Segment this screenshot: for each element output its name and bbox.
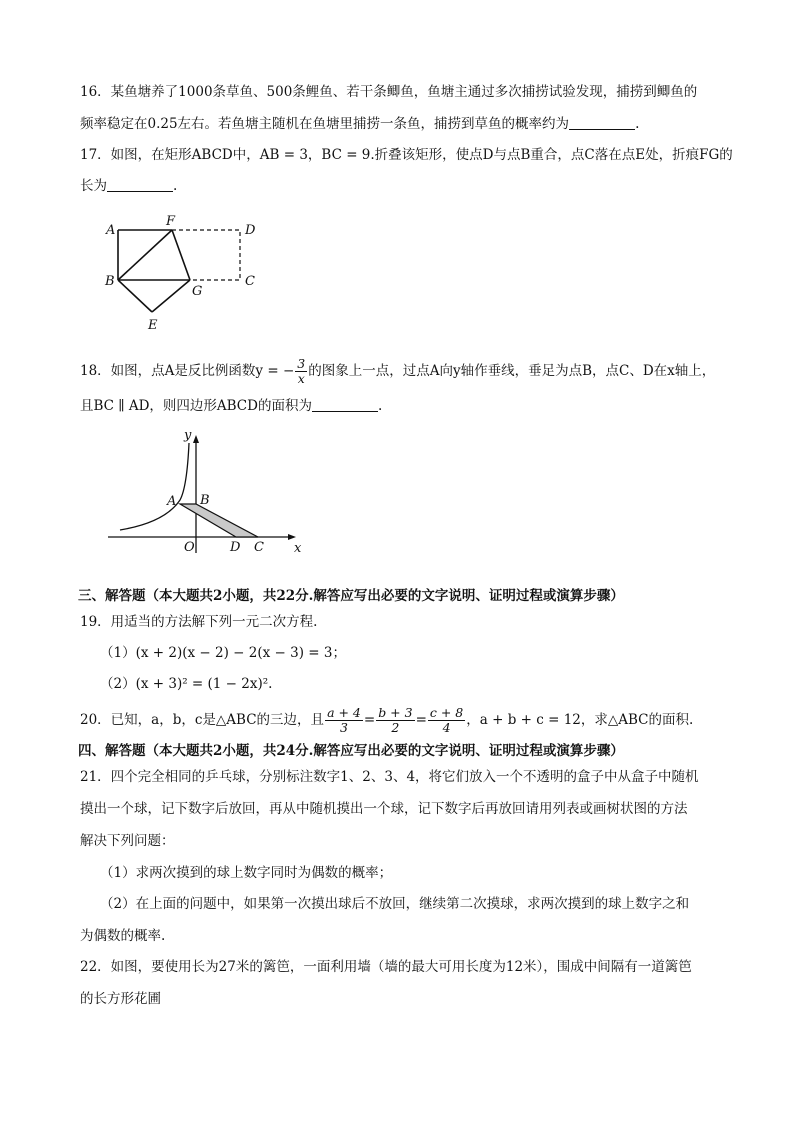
q21-part2: （2）在上面的问题中，如果第一次摸出球后不放回，继续第二次摸球，求两次摸到的球上数字之和 [100, 896, 690, 912]
q16-line1: 16．某鱼塘养了1000条草鱼、500条鲤鱼、若干条鲫鱼，鱼塘主通过多次捕捞试验发现，捕捞到鲫鱼的 [80, 84, 698, 100]
q20-fraction-2 [376, 706, 414, 735]
q22-line1: 22．如图，要使用长为27米的篱笆，一面利用墙（墙的最大可用长度为12米），围成中间隔有一道篱笆 [80, 959, 692, 975]
q18-line1 [80, 356, 754, 386]
q20-f2-num: b + 3 [378, 705, 413, 720]
q20-pre: 20．已知，a，b，c是△ABC的三边，且 [80, 712, 325, 728]
q18-pre: 18．如图，点A是反比例函数y = − [80, 363, 295, 379]
q19-part2: （2）(x + 3)² = (1 − 2x)². [100, 676, 273, 692]
q18-line2-text: 且BC ∥ AD，则四边形ABCD的面积为 [80, 398, 312, 414]
q16-line2: 频率稳定在0.25左右。若鱼塘主随机在鱼塘里捕捞一条鱼，捕捞到草鱼的概率约为 . [80, 116, 640, 132]
q18-inverse-function-figure [100, 425, 315, 560]
answer-blank [569, 115, 635, 130]
q19-stem: 19．用适当的方法解下列一元二次方程. [80, 614, 318, 630]
q18-frac-den: x [297, 371, 305, 386]
q20-f2-den: 2 [391, 720, 400, 735]
q18-post: 的图象上一点，过点A向y轴作垂线，垂足为点B，点C、D在x轴上， [308, 363, 716, 379]
label-A: A [106, 223, 116, 238]
label-D: D [245, 223, 256, 238]
q20-f1-den: 3 [340, 720, 348, 735]
axis-label-y: y [184, 428, 192, 443]
label-A: A [167, 494, 177, 509]
axis-label-x: x [294, 541, 302, 556]
q18-frac-num: 3 [297, 356, 306, 371]
q20-fraction-1 [325, 706, 363, 735]
q20-line [80, 704, 754, 736]
label-B: B [105, 274, 115, 289]
q20-fraction-3 [428, 706, 465, 735]
q20-f3-den: 4 [442, 720, 451, 735]
q20-eq-1: = [363, 712, 376, 728]
label-E: E [148, 318, 158, 333]
q17-rectangle-fold-figure [100, 210, 270, 338]
q20-f1-num: a + 4 [327, 705, 361, 720]
q21-line1: 21．四个完全相同的乒乓球，分别标注数字1、2、3、4，将它们放入一个不透明的盒子中从盒子中随机 [80, 769, 699, 785]
label-C: C [254, 540, 264, 555]
answer-blank [107, 177, 173, 192]
label-G: G [192, 284, 203, 299]
q17-line2-text: 长为 [80, 178, 107, 194]
label-D: D [230, 540, 241, 555]
answer-blank [312, 397, 378, 412]
q17-line2: 长为 . [80, 178, 178, 194]
q16-line2-text: 频率稳定在0.25左右。若鱼塘主随机在鱼塘里捕捞一条鱼，捕捞到草鱼的概率约为 [80, 116, 570, 132]
q21-part1: （1）求两次摸到的球上数字同时为偶数的概率； [100, 865, 393, 881]
q21-line3: 解决下列问题： [80, 833, 175, 849]
label-F: F [166, 214, 176, 229]
q21-line2: 摸出一个球，记下数字后放回，再从中随机摸出一个球，记下数字后再放回请用列表或画树状图的方法 [80, 801, 688, 817]
q18-line2: 且BC ∥ AD，则四边形ABCD的面积为 . [80, 398, 383, 414]
q20-post: ，a + b + c = 12，求△ABC的面积. [466, 712, 694, 728]
q21-part2-cont: 为偶数的概率. [80, 928, 166, 944]
q22-line2: 的长方形花圃 [80, 991, 161, 1007]
label-B: B [200, 493, 210, 508]
q20-eq-2: = [415, 712, 427, 728]
section-4-heading: 四、解答题（本大题共2小题，共24分.解答应写出必要的文字说明、证明过程或演算步骤） [78, 743, 624, 759]
label-O: O [184, 540, 195, 555]
q20-f3-num: c + 8 [429, 705, 464, 720]
section-3-heading: 三、解答题（本大题共2小题，共22分.解答应写出必要的文字说明、证明过程或演算步骤） [78, 588, 624, 604]
q19-part1: （1）(x + 2)(x − 2) − 2(x − 3) = 3； [100, 645, 346, 661]
q18-fraction [295, 357, 307, 386]
label-C: C [245, 274, 255, 289]
q17-line1: 17．如图，在矩形ABCD中，AB = 3，BC = 9.折叠该矩形，使点D与点B重合，点C落在点E处，折痕FG的 [80, 147, 733, 163]
